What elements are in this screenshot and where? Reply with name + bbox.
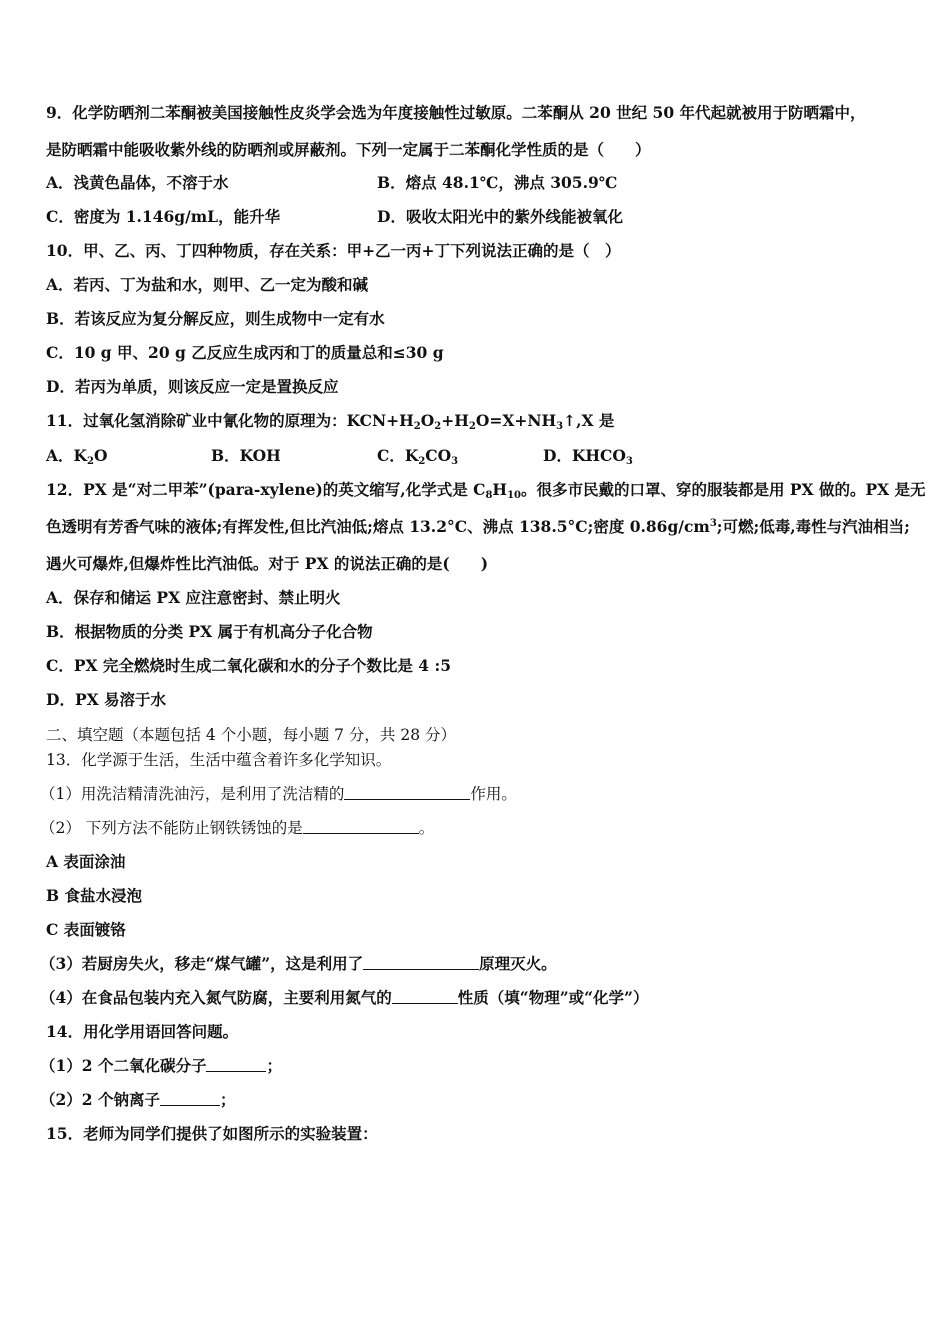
q9-option-a: A．浅黄色晶体，不溶于水: [46, 173, 229, 192]
answer-blank[interactable]: [160, 1090, 220, 1106]
answer-blank[interactable]: [206, 1056, 266, 1072]
q14-part2: （2）2 个钠离子 ；: [40, 1090, 236, 1109]
q10-stem: 10．甲、乙、丙、丁四种物质，存在关系：甲+乙一丙+丁下列说法正确的是（ ）: [46, 241, 621, 260]
q9-option-b: B．熔点 48.1℃，沸点 305.9℃: [377, 173, 618, 192]
q12-option-c: C．PX 完全燃烧时生成二氧化碳和水的分子个数比是 4 :5: [46, 656, 451, 675]
q13-part1: （1）用洗洁精清洗油污，是利用了洗洁精的 作用。: [40, 785, 517, 803]
q13-option-b: B 食盐水浸泡: [46, 886, 142, 905]
q11-option-d: D．$KHCO_3$: [543, 446, 633, 467]
answer-blank[interactable]: [303, 818, 419, 834]
q9-stem-line2: 是防晒霜中能吸收紫外线的防晒剂或屏蔽剂。下列一定属于二苯酮化学性质的是（ ）: [46, 140, 651, 159]
q9-option-d: D．吸收太阳光中的紫外线能被氧化: [377, 207, 623, 226]
q11-stem: 11．过氧化氢消除矿业中氰化物的原理为：$KCN+H_2O_2+H_2O=X+NH_3↑,X$ 是: [46, 411, 615, 432]
answer-blank[interactable]: [392, 988, 458, 1004]
q13-part2: （2） 下列方法不能防止钢铁锈蚀的是 。: [40, 819, 435, 837]
answer-blank[interactable]: [363, 954, 479, 970]
q14-stem: 14．用化学用语回答问题。: [46, 1022, 239, 1041]
q10-option-a: A．若丙、丁为盐和水，则甲、乙一定为酸和碱: [46, 275, 369, 294]
q12-option-d: D．PX 易溶于水: [46, 690, 167, 709]
answer-blank[interactable]: [344, 784, 470, 800]
q12-option-a: A．保存和储运 PX 应注意密封、禁止明火: [46, 588, 341, 607]
q15-stem: 15．老师为同学们提供了如图所示的实验装置：: [46, 1124, 378, 1143]
q13-part3: （3）若厨房失火，移走“煤气罐”，这是利用了 原理灭火。: [40, 954, 557, 973]
q13-part4: （4）在食品包装内充入氮气防腐，主要利用氮气的 性质（填“物理”或“化学”）: [40, 988, 649, 1007]
q10-option-b: B．若该反应为复分解反应，则生成物中一定有水: [46, 309, 385, 328]
q14-part1: （1）2 个二氧化碳分子 ；: [40, 1056, 282, 1075]
q13-stem: 13．化学源于生活，生活中蕴含着许多化学知识。: [46, 751, 392, 769]
q10-option-c: C．10 g 甲、20 g 乙反应生成丙和丁的质量总和≤30 g: [46, 343, 444, 362]
q12-stem-line2: 色透明有芳香气味的液体;有挥发性,但比汽油低;熔点 13.2°C、沸点 138.5°C;密度 $0.86g/cm^3$;可燃;低毒,毒性与汽油相当;: [46, 517, 910, 536]
q10-option-d: D．若丙为单质，则该反应一定是置换反应: [46, 377, 339, 396]
q13-option-c: C 表面镀铬: [46, 920, 126, 939]
q11-option-a: A．$K_2O$: [46, 446, 108, 467]
q9-option-c: C．密度为 1.146g/mL，能升华: [46, 207, 281, 226]
q11-option-c: C．$K_2CO_3$: [377, 446, 459, 467]
q12-option-b: B．根据物质的分类 PX 属于有机高分子化合物: [46, 622, 373, 641]
q12-stem-line3: 遇火可爆炸,但爆炸性比汽油低。对于 PX 的说法正确的是( ): [46, 554, 489, 573]
q12-stem-line1: 12．PX 是“对二甲苯”(para-xylene)的英文缩写,化学式是 $C_8H_{10}$。很多市民戴的口罩、穿的服装都是用 PX 做的。PX 是无: [46, 480, 926, 501]
q11-option-b: B．KOH: [211, 446, 281, 465]
q13-option-a: A 表面涂油: [46, 852, 126, 871]
q9-stem-line1: 9．化学防晒剂二苯酮被美国接触性皮炎学会选为年度接触性过敏原。二苯酮从 20 世纪 50 年代起就被用于防晒霜中，: [46, 103, 866, 122]
section-heading: 二、填空题（本题包括 4 个小题，每小题 7 分，共 28 分）: [46, 726, 457, 744]
